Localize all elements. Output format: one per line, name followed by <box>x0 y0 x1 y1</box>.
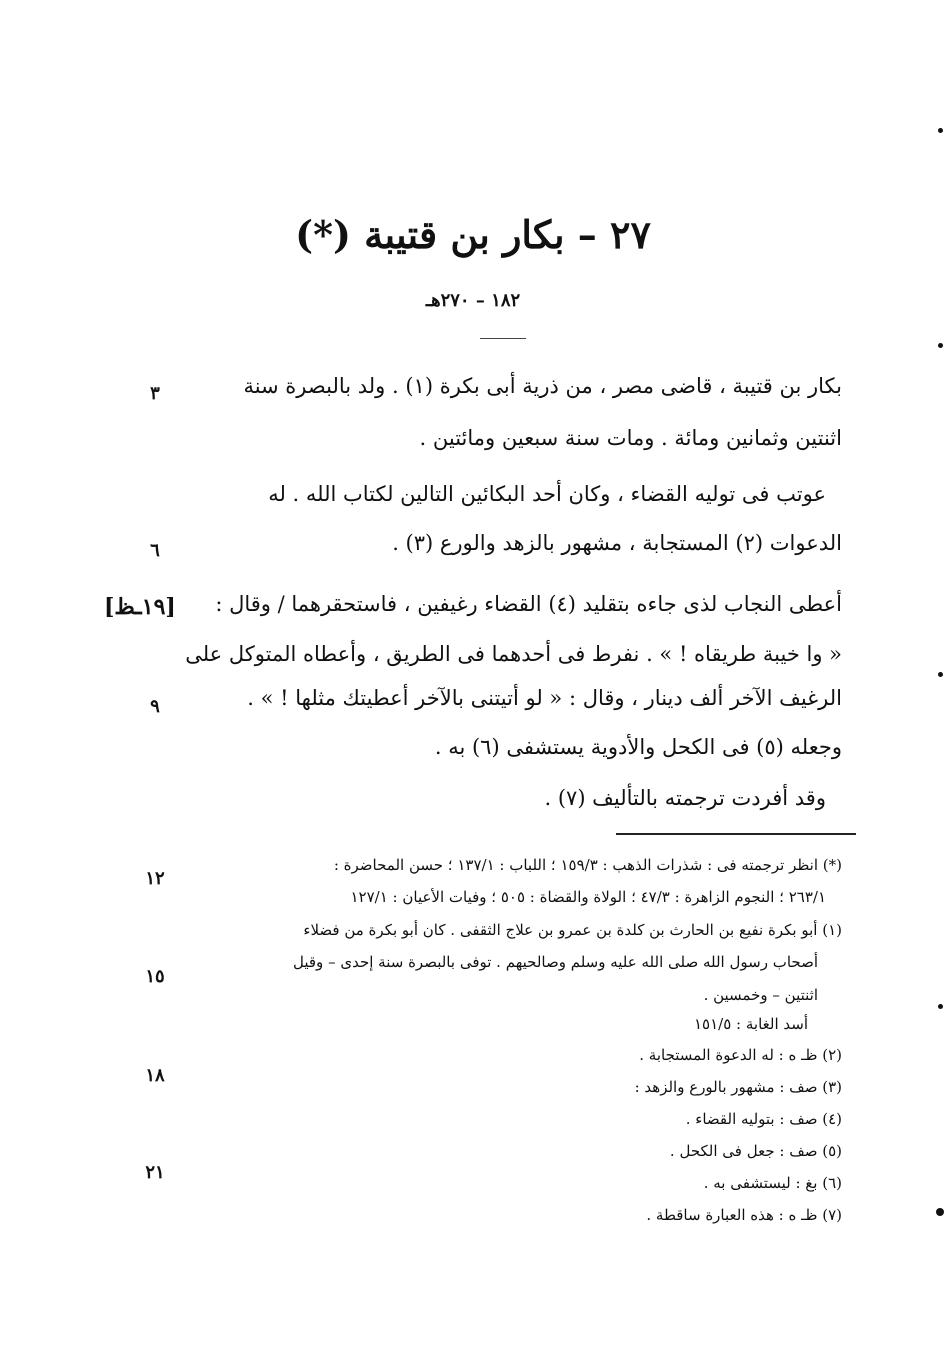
scan-speck <box>938 128 943 133</box>
scan-speck <box>936 1208 944 1216</box>
body-line: وجعله (٥) فى الكحل والأدوية يستشفى (٦) به . <box>434 735 842 759</box>
line-number: ٢١ <box>145 1162 165 1183</box>
body-line: « وا خيبة طريقاه ! » . نفرط فى أحدهما فى الطريق ، وأعطاه المتوكل على <box>185 642 842 666</box>
body-line: أعطى النجاب لذى جاءه بتقليد (٤) القضاء رغيفين ، فاستحقرهما / وقال : <box>215 592 842 616</box>
footnote-line: اثنتين – وخمسين . <box>703 986 818 1004</box>
footnote-line: (٥) صف : جعل فى الكحل . <box>669 1142 842 1160</box>
title-divider <box>480 338 526 339</box>
scan-speck <box>938 1004 943 1009</box>
line-number: ١٥ <box>145 966 165 987</box>
footnote-line: (٧) ظـ ه : هذه العبارة ساقطة . <box>646 1206 842 1224</box>
footnote-separator <box>616 833 856 835</box>
line-number: ٣ <box>150 383 160 404</box>
entry-dates: ١٨٢ – ٢٧٠هـ <box>425 290 521 311</box>
scan-speck <box>938 672 943 677</box>
footnote-line: (٣) صف : مشهور بالورع والزهد : <box>634 1078 842 1096</box>
body-line: بكار بن قتيبة ، قاضى مصر ، من ذرية أبى بكرة (١) . ولد بالبصرة سنة <box>243 374 842 398</box>
entry-title: ٢٧ – بكار بن قتيبة (*) <box>295 212 651 257</box>
body-line: عوتب فى توليه القضاء ، وكان أحد البكائين التالين لكتاب الله . له <box>268 482 826 506</box>
scan-speck <box>938 343 943 348</box>
line-number: ١٨ <box>145 1065 165 1086</box>
body-line: وقد أفردت ترجمته بالتأليف (٧) . <box>544 786 826 810</box>
line-number: ٦ <box>150 540 160 561</box>
folio-marker: [١٩ـظ] <box>104 594 176 620</box>
footnote-line: (٦) بغ : ليستشفى به . <box>703 1174 842 1192</box>
line-number: ٩ <box>150 696 160 717</box>
footnote-line: أسد الغابة : ١٥١/٥ <box>693 1015 808 1033</box>
footnote-line: أصحاب رسول الله صلى الله عليه وسلم وصالحيهم . توفى بالبصرة سنة إحدى – وقيل <box>293 953 818 971</box>
footnote-line: (٢) ظـ ه : له الدعوة المستجابة . <box>639 1046 842 1064</box>
line-number: ١٢ <box>145 868 165 889</box>
body-line: الرغيف الآخر ألف دينار ، وقال : « لو أتيتنى بالآخر أعطيتك مثلها ! » . <box>247 686 842 710</box>
footnote-line: (١) أبو بكرة نفيع بن الحارث بن كلدة بن عمرو بن علاج الثقفى . كان أبو بكرة من فضلاء <box>303 921 842 939</box>
footnote-line: (٤) صف : بتوليه القضاء . <box>685 1110 842 1128</box>
footnote-line: (*) انظر ترجمته فى : شذرات الذهب : ١٥٩/٣ ؛ اللباب : ١٣٧/١ ؛ حسن المحاضرة : <box>333 856 842 874</box>
footnote-line: ٢٦٣/١ ؛ النجوم الزاهرة : ٤٧/٣ ؛ الولاة والقضاة : ٥٠٥ ؛ وفيات الأعيان : ١٢٧/١ <box>350 888 826 906</box>
body-line: الدعوات (٢) المستجابة ، مشهور بالزهد والورع (٣) . <box>392 531 842 555</box>
body-line: اثنتين وثمانين ومائة . ومات سنة سبعين ومائتين . <box>419 426 842 450</box>
